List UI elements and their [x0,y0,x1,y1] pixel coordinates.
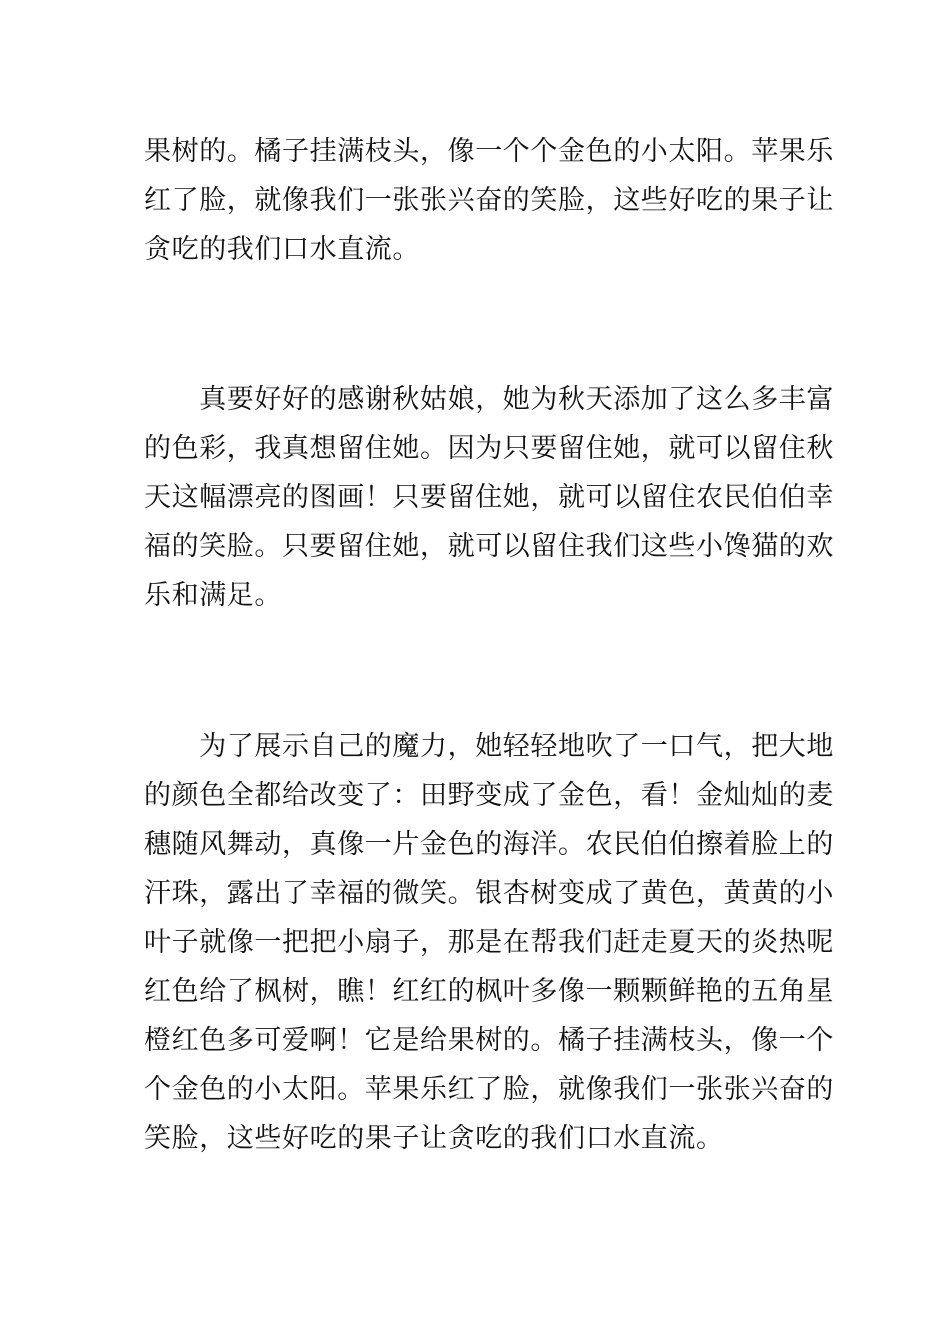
paragraph-line: 笑脸，这些好吃的果子让贪吃的我们口水直流。 [144,1123,724,1154]
paragraph-line: 真要好好的感谢秋姑娘，她为秋天添加了这么多丰富 [144,384,834,415]
paragraph-line: 汗珠，露出了幸福的微笑。银杏树变成了黄色，黄黄的小 [144,878,834,909]
paragraph-line: 福的笑脸。只要留住她，就可以留住我们这些小馋猫的欢 [144,531,834,562]
paragraph-line: 橙红色多可爱啊！它是给果树的。橘子挂满枝头，像一个 [144,1025,834,1056]
paragraph-line: 果树的。橘子挂满枝头，像一个个金色的小太阳。苹果乐 [144,136,834,167]
paragraph-line: 红了脸，就像我们一张张兴奋的笑脸，这些好吃的果子让 [144,185,834,216]
paragraph-line: 个金色的小太阳。苹果乐红了脸，就像我们一张张兴奋的 [144,1074,834,1105]
paragraph-line: 穗随风舞动，真像一片金色的海洋。农民伯伯擦着脸上的 [144,829,834,860]
paragraph-line: 叶子就像一把把小扇子，那是在帮我们赶走夏天的炎热呢 [144,927,834,958]
paragraph-line: 天这幅漂亮的图画！只要留住她，就可以留住农民伯伯幸 [144,482,834,513]
paragraph-line: 为了展示自己的魔力，她轻轻地吹了一口气，把大地 [144,731,834,762]
paragraph-line: 的颜色全都给改变了：田野变成了金色，看！金灿灿的麦 [144,780,834,811]
paragraph-2 [144,375,834,620]
paragraph-3 [144,722,834,1163]
paragraph-line: 贪吃的我们口水直流。 [144,234,420,265]
paragraph-line: 红色给了枫树，瞧！红红的枫叶多像一颗颗鲜艳的五角星 [144,976,834,1007]
paragraph-line: 乐和满足。 [144,580,282,611]
paragraph-1 [144,127,834,274]
paragraph-line: 的色彩，我真想留住她。因为只要留住她，就可以留住秋 [144,433,834,464]
